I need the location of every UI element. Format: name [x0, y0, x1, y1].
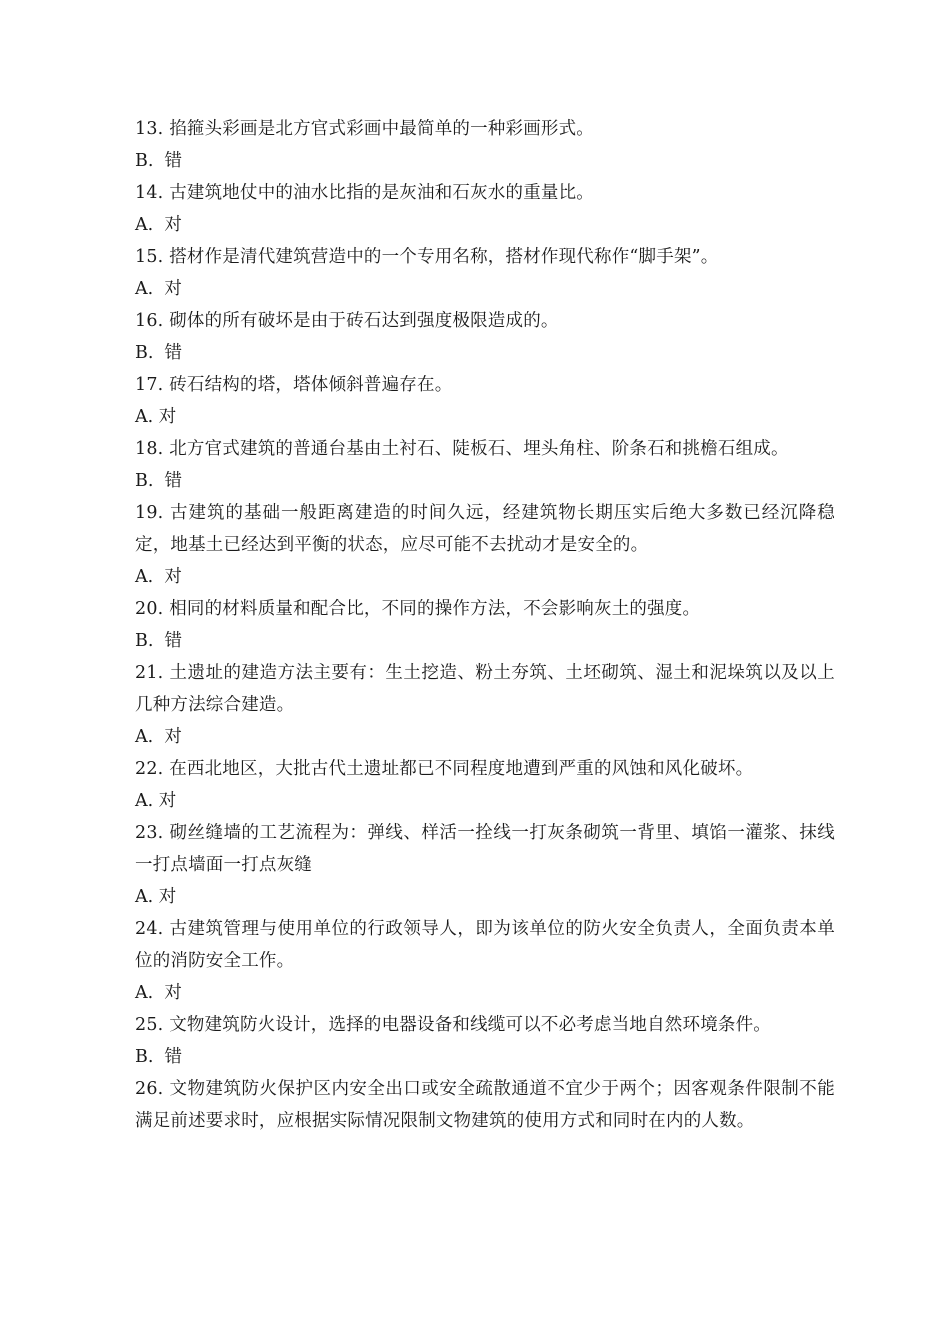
answer-text: A. 对 [135, 567, 182, 587]
question-item-22 [135, 753, 835, 817]
question-item-25 [135, 1009, 835, 1073]
question-text: 25. 文物建筑防火设计，选择的电器设备和线缆可以不必考虑当地自然环境条件。 [135, 1015, 771, 1035]
answer-text: B. 错 [135, 1047, 183, 1067]
question-text: 23. 砌丝缝墙的工艺流程为：弹线、样活一拴线一打灰条砌筑一背里、填馅一灌浆、抹线一打点墙面一打点灰缝 [135, 823, 835, 875]
question-text: 18. 北方官式建筑的普通台基由土衬石、陡板石、埋头角柱、阶条石和挑檐石组成。 [135, 439, 789, 459]
question-item-21 [135, 657, 835, 753]
question-item-26 [135, 1073, 835, 1137]
question-item-19 [135, 497, 835, 593]
question-text: 24. 古建筑管理与使用单位的行政领导人，即为该单位的防火安全负责人，全面负责本单位的消防安全工作。 [135, 919, 835, 971]
question-item-24 [135, 913, 835, 1009]
answer-text: A. 对 [135, 887, 177, 907]
question-item-20 [135, 593, 835, 657]
question-text: 26. 文物建筑防火保护区内安全出口或安全疏散通道不宜少于两个；因客观条件限制不能满足前述要求时，应根据实际情况限制文物建筑的使用方式和同时在内的人数。 [135, 1079, 835, 1131]
answer-text: B. 错 [135, 343, 183, 363]
question-item-16 [135, 305, 835, 369]
question-item-17 [135, 369, 835, 433]
answer-text: A. 对 [135, 791, 177, 811]
answer-text: A. 对 [135, 727, 182, 747]
answer-text: A. 对 [135, 407, 177, 427]
question-item-15 [135, 241, 835, 305]
answer-text: A. 对 [135, 983, 182, 1003]
answer-text: B. 错 [135, 151, 183, 171]
answer-text: A. 对 [135, 215, 182, 235]
answer-text: B. 错 [135, 631, 183, 651]
question-text: 14. 古建筑地仗中的油水比指的是灰油和石灰水的重量比。 [135, 183, 594, 203]
question-list [135, 113, 835, 1137]
question-text: 16. 砌体的所有破坏是由于砖石达到强度极限造成的。 [135, 311, 559, 331]
answer-text: B. 错 [135, 471, 183, 491]
question-text: 20. 相同的材料质量和配合比，不同的操作方法，不会影响灰土的强度。 [135, 599, 701, 619]
question-text: 21. 土遗址的建造方法主要有：生土挖造、粉土夯筑、土坯砌筑、湿土和泥垛筑以及以上几种方法综合建造。 [135, 663, 835, 715]
question-item-23 [135, 817, 835, 913]
question-text: 17. 砖石结构的塔，塔体倾斜普遍存在。 [135, 375, 453, 395]
answer-text: A. 对 [135, 279, 182, 299]
question-item-18 [135, 433, 835, 497]
question-text: 15. 搭材作是清代建筑营造中的一个专用名称，搭材作现代称作“脚手架”。 [135, 247, 719, 267]
question-text: 19. 古建筑的基础一般距离建造的时间久远，经建筑物长期压实后绝大多数已经沉降稳定，地基土已经达到平衡的状态，应尽可能不去扰动才是安全的。 [135, 503, 835, 555]
question-item-13 [135, 113, 835, 177]
question-text: 22. 在西北地区，大批古代土遗址都已不同程度地遭到严重的风蚀和风化破坏。 [135, 759, 754, 779]
question-text: 13. 掐箍头彩画是北方官式彩画中最简单的一种彩画形式。 [135, 119, 594, 139]
question-item-14 [135, 177, 835, 241]
